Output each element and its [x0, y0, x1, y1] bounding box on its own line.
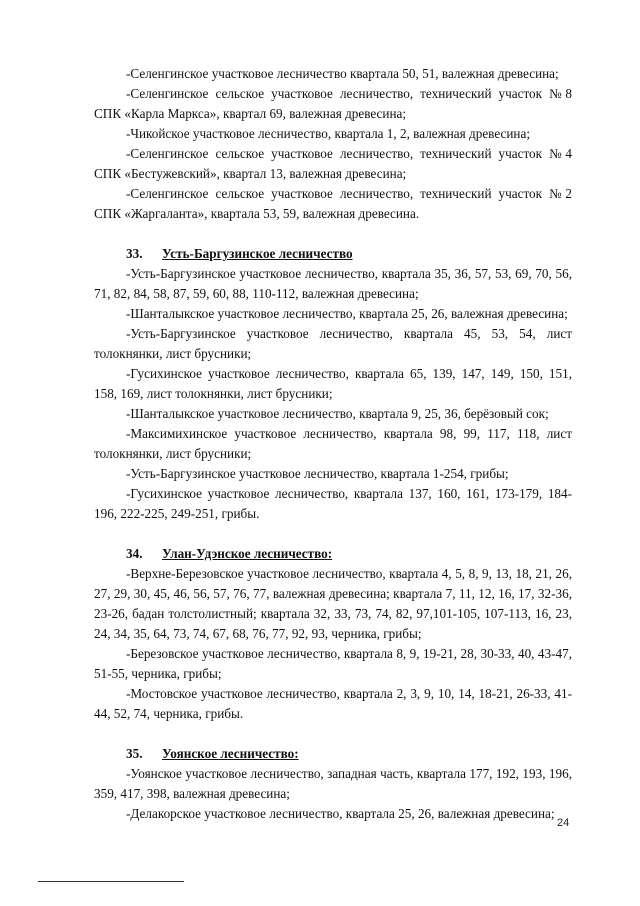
paragraph: -Усть-Баргузинское участковое лесничество, квартала 35, 36, 57, 53, 69, 70, 56, 71, 82, 84, 58, 87, 59, 60, 88, 110-112, валежная древесина; — [94, 266, 572, 301]
section-number: 34. — [126, 546, 143, 561]
paragraph: -Максимихинское участковое лесничество, квартала 98, 99, 117, 118, лист толокнянки, лист брусники; — [94, 426, 572, 461]
footer-divider — [38, 881, 184, 882]
intro-block — [94, 64, 572, 224]
paragraph: -Селенгинское сельское участковое лесничество, технический участок №2 СПК «Жаргаланта», квартала 53, 59, валежная древесина. — [94, 186, 572, 221]
paragraph: -Усть-Баргузинское участковое лесничество, квартала 1-254, грибы; — [126, 466, 509, 481]
page-content — [94, 64, 572, 844]
section-number: 33. — [126, 246, 143, 261]
section-33 — [94, 244, 572, 524]
section-heading — [94, 744, 572, 764]
paragraph: -Селенгинское сельское участковое лесничество, технический участок №8 СПК «Карла Маркса», квартал 69, валежная древесина; — [94, 86, 572, 121]
section-heading — [94, 544, 572, 564]
section-title: Уоянское лесничество: — [162, 746, 299, 761]
paragraph: -Мостовское участковое лесничество, квартала 2, 3, 9, 10, 14, 18-21, 26-33, 41-44, 52, 74, черника, грибы. — [94, 686, 572, 721]
paragraph: -Верхне-Березовское участковое лесничество, квартала 4, 5, 8, 9, 13, 18, 21, 26, 27, 29, 30, 45, 46, 56, 57, 76, 77, валежная древесина; квартала 7, 11, 12, 16, 17, 32-36, 23-26, бадан толстолистный; квартала 32, 33, 73, 74, 82, 97,101-105, 107-113, 16, 23, 24, 34, 35, 64, 73, 74, 67, 68, 76, 77, 92, 93, черника, грибы; — [94, 566, 572, 641]
paragraph: -Чикойское участковое лесничество, квартала 1, 2, валежная древесина; — [126, 126, 531, 141]
section-35 — [94, 744, 572, 824]
section-number: 35. — [126, 746, 143, 761]
section-title: Улан-Удэнское лесничество: — [162, 546, 333, 561]
paragraph: -Уоянское участковое лесничество, западная часть, квартала 177, 192, 193, 196, 359, 417, 398, валежная древесина; — [94, 766, 572, 801]
section-title: Усть-Баргузинское лесничество — [162, 246, 353, 261]
section-34 — [94, 544, 572, 724]
section-heading — [94, 244, 572, 264]
paragraph: -Гусихинское участковое лесничество, квартала 65, 139, 147, 149, 150, 151, 158, 169, лист толокнянки, лист брусники; — [94, 366, 572, 401]
paragraph: -Шанталыкское участковое лесничество, квартала 9, 25, 36, берёзовый сок; — [126, 406, 549, 421]
paragraph: -Делакорское участковое лесничество, квартала 25, 26, валежная древесина; — [126, 806, 555, 821]
paragraph: -Селенгинское сельское участковое лесничество, технический участок №4 СПК «Бестужевский», квартал 13, валежная древесина; — [94, 146, 572, 181]
paragraph: -Усть-Баргузинское участковое лесничество, квартала 45, 53, 54, лист толокнянки, лист брусники; — [94, 326, 572, 361]
paragraph: -Гусихинское участковое лесничество, квартала 137, 160, 161, 173-179, 184-196, 222-225, 249-251, грибы. — [94, 486, 572, 521]
paragraph: -Селенгинское участковое лесничество квартала 50, 51, валежная древесина; — [126, 66, 559, 81]
page-number: 24 — [557, 817, 570, 829]
paragraph: -Шанталыкское участковое лесничество, квартала 25, 26, валежная древесина; — [126, 306, 568, 321]
paragraph: -Березовское участковое лесничество, квартала 8, 9, 19-21, 28, 30-33, 40, 43-47, 51-55, черника, грибы; — [94, 646, 572, 681]
